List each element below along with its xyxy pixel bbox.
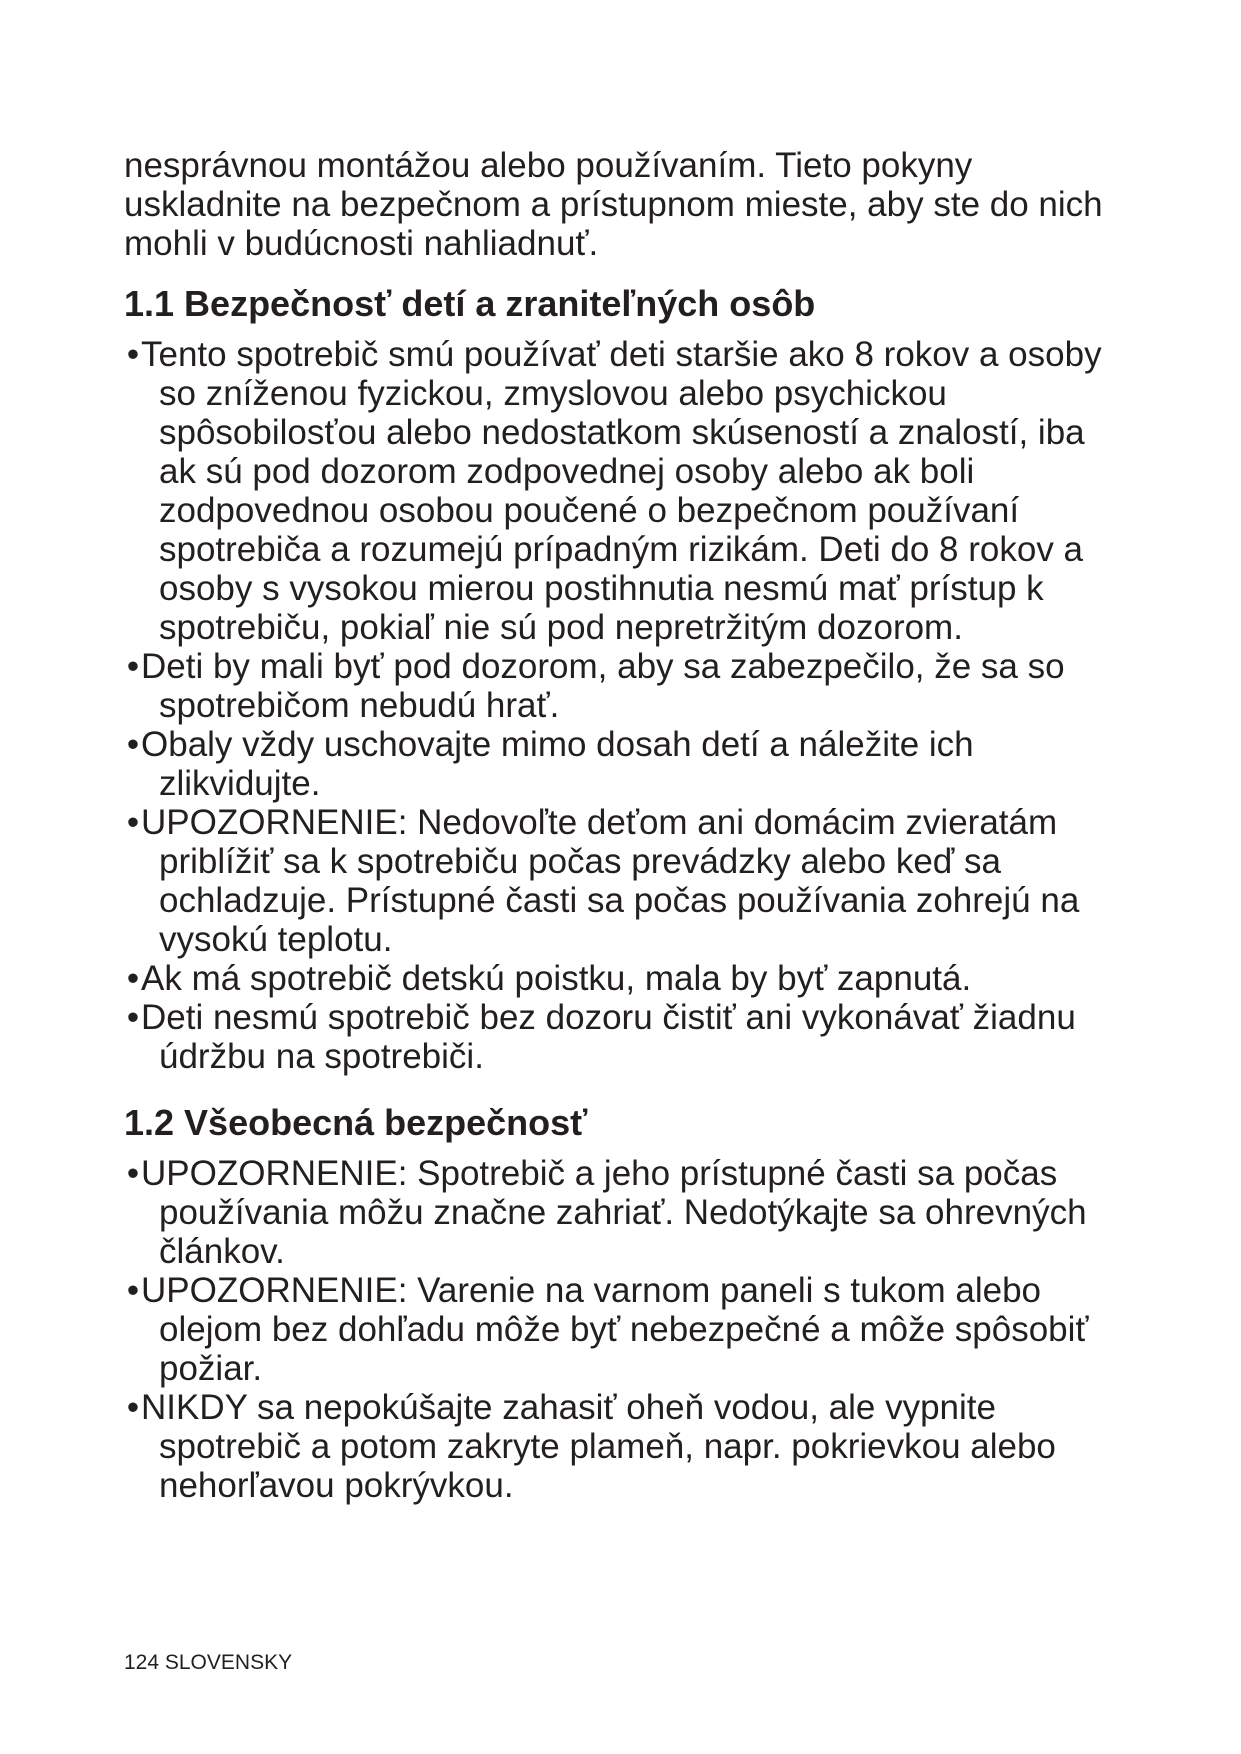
bullet-icon: •	[126, 1388, 140, 1427]
bullet-icon: •	[126, 959, 140, 998]
list-item: • Tento spotrebič smú používať deti staršie ako 8 rokov a osoby so zníženou fyzickou, zmyslovou alebo psychickou spôsobilosťou alebo nedostatkom skúseností a znalostí, iba ak sú pod dozorom zodpovednej osoby alebo ak boli zodpovednou osobou poučené o bezpečnom používaní spotrebiča a rozumejú prípadným rizikám. Deti do 8 rokov a osoby s vysokou mierou postihnutia nesmú mať prístup k spotrebiču, pokiaľ nie sú pod nepretržitým dozorom.	[124, 335, 1124, 647]
document-body	[124, 146, 1124, 1505]
intro-paragraph: nesprávnou montážou alebo používaním. Tieto pokyny uskladnite na bezpečnom a prístupnom mieste, aby ste do nich mohli v budúcnosti nahliadnuť.	[124, 146, 1103, 263]
section-heading-general-safety: 1.2 Všeobecná bezpečnosť	[124, 1102, 588, 1143]
list-item: • Ak má spotrebič detskú poistku, mala by byť zapnutá.	[124, 959, 1124, 998]
page-footer: 124 SLOVENSKY	[124, 1651, 293, 1674]
list-item: • Obaly vždy uschovajte mimo dosah detí a náležite ich zlikvidujte.	[124, 725, 1124, 803]
child-safety-list	[124, 335, 1124, 1076]
bullet-icon: •	[126, 647, 140, 686]
list-item: • UPOZORNENIE: Spotrebič a jeho prístupné časti sa počas používania môžu značne zahriať. Nedotýkajte sa ohrevných článkov.	[124, 1154, 1124, 1271]
list-item: • Deti nesmú spotrebič bez dozoru čistiť ani vykonávať žiadnu údržbu na spotrebiči.	[124, 998, 1124, 1076]
list-item: • Deti by mali byť pod dozorom, aby sa zabezpečilo, že sa so spotrebičom nebudú hrať.	[124, 647, 1124, 725]
general-safety-list	[124, 1154, 1124, 1505]
list-item: • UPOZORNENIE: Varenie na varnom paneli s tukom alebo olejom bez dohľadu môže byť nebezpečné a môže spôsobiť požiar.	[124, 1271, 1124, 1388]
bullet-icon: •	[126, 803, 140, 842]
bullet-icon: •	[126, 998, 140, 1037]
bullet-icon: •	[126, 1271, 140, 1310]
list-item: • UPOZORNENIE: Nedovoľte deťom ani domácim zvieratám priblížiť sa k spotrebiču počas prevádzky alebo keď sa ochladzuje. Prístupné časti sa počas používania zohrejú na vysokú teplotu.	[124, 803, 1124, 959]
section-heading-child-safety: 1.1 Bezpečnosť detí a zraniteľných osôb	[124, 283, 816, 324]
list-item: • NIKDY sa nepokúšajte zahasiť oheň vodou, ale vypnite spotrebič a potom zakryte plameň, napr. pokrievkou alebo nehorľavou pokrývkou.	[124, 1388, 1124, 1505]
bullet-icon: •	[126, 335, 140, 374]
bullet-icon: •	[126, 1154, 140, 1193]
bullet-icon: •	[126, 725, 140, 764]
